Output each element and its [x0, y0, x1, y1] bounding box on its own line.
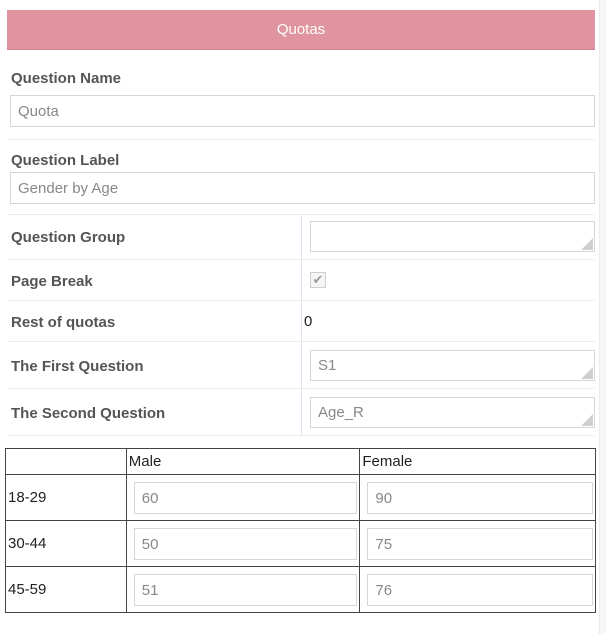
quotas-header [7, 10, 595, 50]
second-question-input[interactable] [310, 397, 595, 428]
column-header-male: Male [126, 449, 360, 475]
male-cell [126, 475, 360, 521]
divider [7, 388, 595, 389]
page-break-checkbox[interactable] [310, 272, 326, 288]
table-row [6, 475, 596, 521]
divider [7, 139, 595, 140]
quota-table [5, 448, 596, 613]
column-header-female: Female [360, 449, 596, 475]
question-group-label: Question Group [11, 229, 126, 246]
second-question-label: The Second Question [11, 405, 166, 422]
first-question-value: S1 [318, 357, 337, 374]
female-quota-input[interactable] [367, 482, 593, 514]
table-row [6, 521, 596, 567]
column-divider [301, 215, 302, 436]
female-cell [360, 521, 596, 567]
resize-grip-icon[interactable] [581, 367, 593, 379]
divider [7, 259, 595, 260]
question-label-input[interactable] [10, 172, 595, 204]
header-title: Quotas [276, 21, 326, 38]
question-name-input[interactable] [10, 95, 595, 127]
checkmark-icon: ✔ [312, 272, 324, 287]
male-quota-value: 60 [141, 489, 159, 507]
male-quota-input[interactable] [134, 574, 358, 606]
male-quota-input[interactable] [134, 482, 358, 514]
female-cell [360, 475, 596, 521]
row-label: 45-59 [6, 567, 127, 613]
male-quota-value: 51 [141, 581, 159, 599]
female-cell [360, 567, 596, 613]
question-name-label: Question Name [11, 70, 122, 87]
divider [7, 435, 595, 436]
second-question-value: Age_R [318, 404, 364, 421]
question-label-label: Question Label [11, 152, 120, 169]
question-name-value: Quota [18, 102, 59, 120]
divider [7, 300, 595, 301]
first-question-label: The First Question [11, 358, 144, 375]
row-label: 30-44 [6, 521, 127, 567]
question-group-input[interactable] [310, 221, 595, 252]
male-quota-value: 50 [141, 535, 159, 553]
female-quota-value: 75 [375, 535, 393, 553]
male-cell [126, 567, 360, 613]
resize-grip-icon[interactable] [581, 238, 593, 250]
table-row [6, 567, 596, 613]
column-header-empty [6, 449, 127, 475]
female-quota-input[interactable] [367, 574, 593, 606]
male-quota-input[interactable] [134, 528, 358, 560]
male-cell [126, 521, 360, 567]
row-label: 18-29 [6, 475, 127, 521]
scrollbar[interactable] [599, 0, 606, 634]
table-header-row [6, 449, 596, 475]
first-question-input[interactable] [310, 350, 595, 381]
female-quota-value: 90 [375, 489, 393, 507]
divider [7, 341, 595, 342]
question-label-value: Gender by Age [18, 179, 119, 197]
rest-of-quotas-label: Rest of quotas [11, 314, 116, 331]
female-quota-input[interactable] [367, 528, 593, 560]
page-break-label: Page Break [11, 273, 93, 290]
female-quota-value: 76 [375, 581, 393, 599]
rest-of-quotas-value: 0 [304, 313, 313, 330]
resize-grip-icon[interactable] [581, 414, 593, 426]
